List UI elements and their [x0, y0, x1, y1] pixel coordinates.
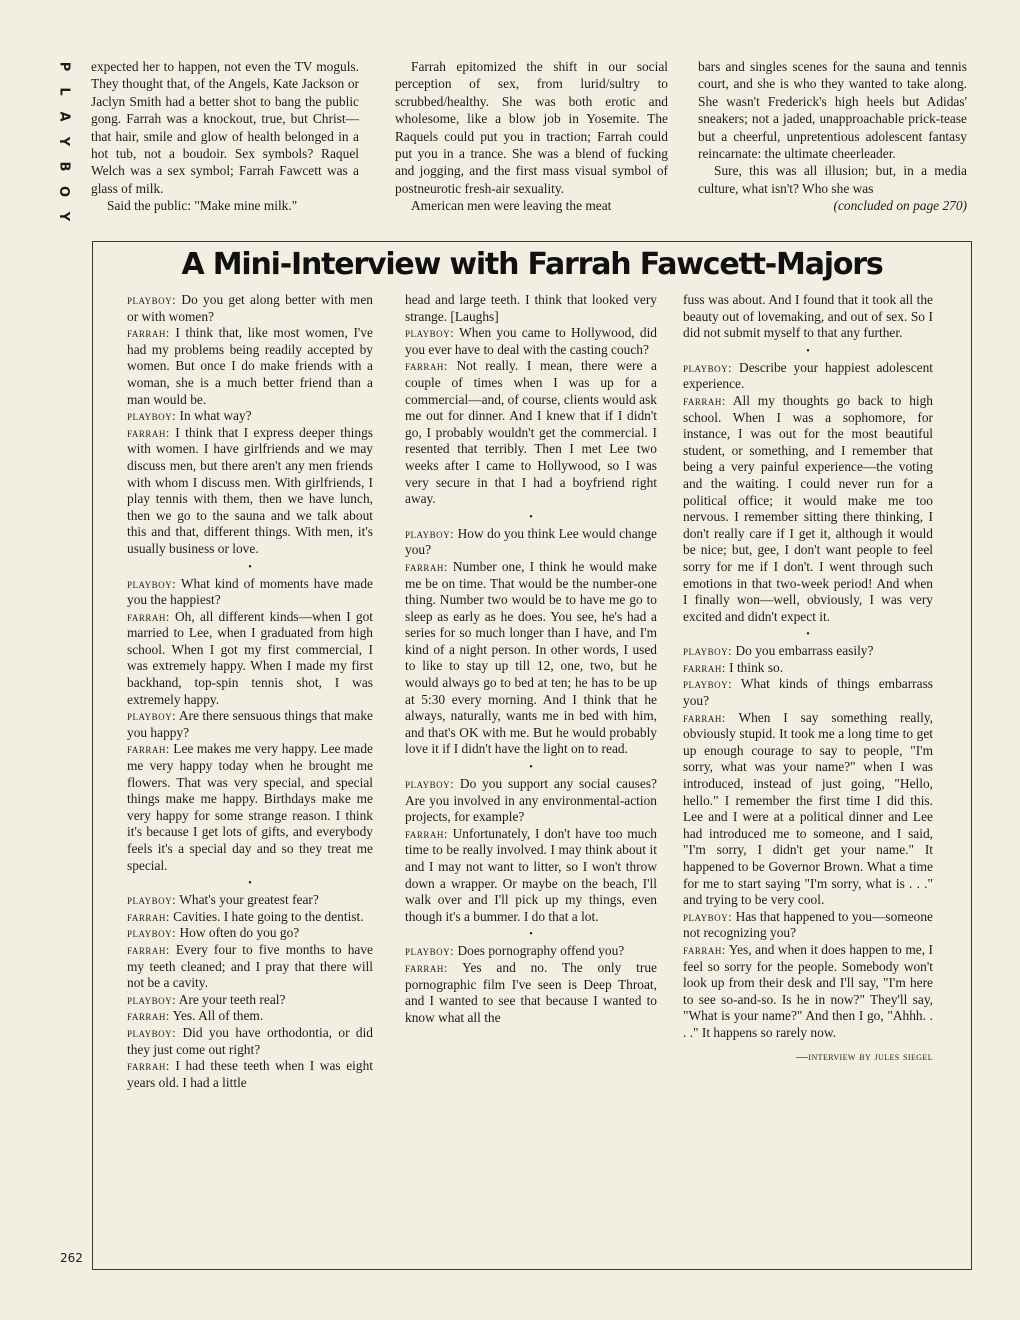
interview-paragraph — [127, 708, 373, 741]
interview-paragraph — [127, 576, 373, 609]
interview-paragraph — [405, 325, 657, 358]
interview-paragraph — [405, 943, 657, 960]
interview-paragraph — [127, 925, 373, 942]
speaker-text: What's your greatest fear? — [179, 892, 319, 908]
section-separator: • — [248, 561, 252, 573]
speaker-text: Lee makes me very happy. Lee made me very happy today when he brought me flowers. That was very special, and special things make me happy. Birthdays make me very happy for some strange reason. I think it's because I get lots of gifts, and everybody feels it's a special day and so they treat me special. — [127, 741, 373, 873]
speaker-label: farrah: — [405, 960, 448, 975]
speaker-text: What kind of moments have made you the happiest? — [127, 575, 374, 608]
speaker-label: farrah: — [683, 660, 726, 675]
speaker-text: Did you have orthodontia, or did they just come out right? — [127, 1024, 373, 1057]
speaker-label: farrah: — [127, 326, 170, 341]
section-separator: • — [529, 511, 533, 523]
speaker-label: playboy: — [405, 326, 455, 341]
interview-paragraph — [683, 660, 933, 677]
interview-paragraph — [683, 643, 933, 660]
speaker-label: farrah: — [127, 742, 170, 757]
speaker-text: Yes, and when it does happen to me, I feel so sorry for the people. Somebody won't look up from their desk and I'll say, "I'm here to see so-and-so. Is he in now?" They'll say, "What is your name?" And then I go, "Ahhh. . . ." It happens so rarely now. — [683, 941, 933, 1040]
interview-paragraph — [683, 710, 933, 909]
paragraph: bars and singles scenes for the sauna and tennis court, and she is who they wanted to take along. She wasn't Frederick's high heels but Adidas' sneakers; not a jaded, unapproachable prick-tease but a cheerful, unpretentious adolescent fantasy reincarnate: the ultimate cheerleader. — [698, 59, 967, 162]
interview-paragraph — [683, 292, 933, 342]
interview-paragraph — [127, 425, 373, 558]
speaker-text: When you came to Hollywood, did you ever have to deal with the casting couch? — [405, 325, 657, 357]
speaker-text: How do you think Lee would change you? — [405, 525, 657, 558]
speaker-text: head and large teeth. I think that looked very strange. [Laughs] — [405, 292, 657, 324]
interview-paragraph — [127, 1025, 373, 1058]
speaker-label: farrah: — [405, 559, 448, 574]
speaker-text: Describe your happiest adolescent experience. — [683, 359, 933, 392]
speaker-label: playboy: — [683, 677, 733, 692]
section-separator: • — [806, 629, 810, 641]
interview-paragraph — [127, 325, 373, 408]
speaker-label: farrah: — [127, 942, 170, 957]
interview-paragraph — [127, 741, 373, 874]
speaker-text: In what way? — [179, 408, 252, 424]
speaker-label: farrah: — [683, 393, 726, 408]
speaker-label: playboy: — [127, 576, 177, 591]
logo-letter: B — [56, 161, 72, 172]
top-article — [91, 58, 967, 258]
interview-column-3 — [683, 292, 933, 1064]
interview-paragraph — [127, 892, 373, 909]
speaker-text: When I say something really, obviously stupid. It took me a long time to get up enough courage to say to people, "I'm sorry, what was your name?" when I was introduced, instead of just going, "Hello, hello." I remember the first time I did this. Lee and I were at a political dinner and Lee had introduced me to someone, and I said, "I'm sorry, I didn't get your name." It happened to be Governor Brown. What a time for me to start saying "I'm sorry, what is . . ." and trying to be very cool. — [683, 709, 933, 908]
interview-paragraph — [683, 393, 933, 625]
speaker-text: Yes and no. The only true pornographic film I've seen is Deep Throat, and I wanted to see that because I wanted to know what all the — [405, 959, 657, 1025]
speaker-text: I think so. — [729, 659, 784, 675]
speaker-text: Unfortunately, I don't have too much time to be really involved. I may think about it and I may not want to litter, so I won't throw down a wrapper. Or maybe on the beach, I'll walk over and I'll pick up my things, even though it's a bummer. I do that a lot. — [405, 825, 657, 924]
interview-paragraph — [127, 909, 373, 926]
speaker-text: Do you support any social causes? Are you involved in any environmental-action projects, for example? — [405, 776, 657, 825]
section-separator: • — [529, 929, 533, 941]
interview-paragraph — [405, 358, 657, 507]
speaker-text: Are your teeth real? — [178, 991, 286, 1007]
interview-column-2 — [405, 292, 657, 1026]
speaker-text: Oh, all different kinds—when I got married to Lee, when I graduated from high school. When I got my first commercial, I was extremely happy. When I made my first backhand, top-spin tennis shot, I was extremely happy. — [127, 608, 373, 707]
interview-paragraph — [405, 559, 657, 758]
speaker-text: I had these teeth when I was eight years old. I had a little — [127, 1058, 373, 1090]
speaker-text: Do you get along better with men or with women? — [127, 292, 373, 324]
speaker-text: How often do you go? — [179, 925, 300, 941]
interview-paragraph — [683, 942, 933, 1042]
speaker-label: playboy: — [405, 777, 455, 792]
continuation-note: (concluded on page 270) — [833, 198, 967, 214]
speaker-text: Yes. All of them. — [172, 1008, 264, 1024]
speaker-label: farrah: — [127, 425, 170, 440]
speaker-label: farrah: — [683, 710, 726, 725]
speaker-label: playboy: — [127, 293, 177, 307]
interview-title: A Mini-Interview with Farrah Fawcett-Majors — [181, 247, 883, 282]
paragraph: Said the public: "Make mine milk." — [107, 198, 298, 214]
speaker-text: All my thoughts go back to high school. When I was a sophomore, for instance, I was out for the most beautiful student, or something, and I remember that being a very painful experience—the voting and the waiting. I could never run for a political office; it would make me too nervous. I remember sitting there thinking, I don't really care if I get it, although it would be nice; but, gee, I don't want people to feel sorry for me if I don't. I went through such emotions in that two-week period! And when I finally won—well, obviously, I was very excited and didn't expect it. — [683, 392, 934, 624]
interview-paragraph — [405, 526, 657, 559]
section-separator: • — [806, 345, 810, 357]
speaker-text: Cavities. I hate going to the dentist. — [173, 908, 364, 924]
speaker-label: playboy: — [405, 944, 455, 959]
interview-paragraph — [127, 609, 373, 709]
interview-paragraph — [405, 960, 657, 1026]
speaker-label: playboy: — [405, 526, 455, 541]
speaker-text: Not really. I mean, there were a couple of times when I was up for a commercial—and, of course, clients would ask me out for dinner. And I knew that if I didn't go, I probably wouldn't get the commercial. I resented that terribly. Then I met Lee two weeks after I came to Hollywood, so I was very secure in that I had a boyfriend right away. — [405, 358, 657, 507]
speaker-label: farrah: — [127, 1059, 170, 1074]
speaker-text: What kinds of things embarrass you? — [683, 676, 933, 709]
speaker-label: farrah: — [127, 1009, 170, 1024]
logo-letter: A — [56, 111, 72, 122]
speaker-label: playboy: — [127, 893, 177, 908]
interview-paragraph — [127, 408, 373, 425]
interview-paragraph — [405, 826, 657, 926]
speaker-text: Do you embarrass easily? — [735, 643, 874, 659]
speaker-text: Every four to five months to have my teeth cleaned; and I pray that there will not be a cavity. — [127, 941, 373, 991]
interview-paragraph — [127, 292, 373, 325]
interview-paragraph — [127, 1058, 373, 1091]
interview-paragraph — [127, 1008, 373, 1025]
speaker-label: playboy: — [127, 409, 177, 424]
speaker-text: I think that, like most women, I've had my problems being readily accepted by women. But once I do make friends with a woman, she is a much better friend than a man would be. — [127, 325, 373, 407]
speaker-label: playboy: — [127, 926, 177, 941]
logo-letter: Y — [56, 136, 72, 147]
speaker-text: fuss was about. And I found that it took all the beauty out of lovemaking, and out of sex. So I did not submit myself to that any further. — [683, 292, 933, 341]
paragraph: expected her to happen, not even the TV moguls. They thought that, of the Angels, Kate Jackson or Jaclyn Smith had a better shot to bang the public gong. Farrah was a knockout, true, but Christ—that hair, smile and glow of health belonged in a hot tub, not a boudoir. Sex symbols? Raquel Welch was a sex symbol; Farrah Fawcett was a glass of milk. — [91, 59, 359, 196]
speaker-label: playboy: — [127, 709, 177, 724]
paragraph: American men were leaving the meat — [411, 198, 612, 214]
interview-paragraph — [405, 292, 657, 325]
speaker-label: playboy: — [127, 992, 177, 1007]
section-separator: • — [529, 762, 533, 774]
speaker-text: I think that I express deeper things with women. I have girlfriends and we may discuss men, but there aren't any men friends with whom I discuss men. With girlfriends, I play tennis with them, then we have lunch, then we go to the sauna and we talk about this and that, different things. With men, it's usually business or love. — [127, 424, 373, 556]
speaker-label: playboy: — [683, 644, 733, 659]
interview-paragraph — [683, 676, 933, 709]
logo-letter: Y — [56, 211, 72, 222]
magazine-logo-vertical — [57, 60, 71, 223]
top-article-column-2 — [395, 58, 668, 215]
paragraph: Farrah epitomized the shift in our social perception of sex, from lurid/sultry to scrubbed/healthy. She was both erotic and wholesome, like a blow job in Yosemite. The Raquels could put you in traction; Farrah could put you in a trance. She was a blend of fucking and jogging, and the first mass visual symbol of postneurotic fresh-air sexuality. — [395, 59, 668, 196]
speaker-label: farrah: — [127, 609, 170, 624]
paragraph: Sure, this was all illusion; but, in a media culture, what isn't? Who she was — [698, 163, 967, 196]
byline: —interview by jules siegel — [796, 1048, 933, 1063]
interview-paragraph — [127, 942, 373, 992]
page-number: 262 — [60, 1251, 83, 1265]
logo-letter: P — [56, 61, 72, 72]
interview-paragraph — [405, 776, 657, 826]
speaker-label: farrah: — [405, 359, 448, 374]
interview-paragraph — [683, 360, 933, 393]
speaker-text: Are there sensuous things that make you happy? — [127, 708, 374, 740]
speaker-label: playboy: — [683, 360, 733, 375]
interview-box — [92, 241, 972, 1270]
speaker-label: farrah: — [127, 909, 170, 924]
section-separator: • — [248, 878, 252, 890]
logo-letter: L — [56, 87, 72, 96]
speaker-label: playboy: — [127, 1025, 177, 1040]
speaker-text: Number one, I think he would make me be on time. That would be the number-one thing. Number two would be to have me go to sleep as early as he does. You see, he's had a series for so much longer than I have, and I'm kind of a night person. In other words, I used to like to stay up till 12, one, two, but he would always go to bed at ten; he has to be up at 5:30 every morning. And I think that he always, naturally, wants me in bed with him, and that's OK with me. But he would probably love it if I didn't have the light on to read. — [405, 558, 657, 757]
interview-paragraph — [683, 909, 933, 942]
speaker-text: Has that happened to you—someone not recognizing you? — [683, 908, 933, 941]
top-article-column-1 — [91, 58, 359, 215]
interview-paragraph — [127, 992, 373, 1009]
speaker-text: Does pornography offend you? — [457, 943, 625, 959]
top-article-column-3 — [698, 58, 967, 215]
interview-column-1 — [127, 292, 373, 1091]
speaker-label: farrah: — [683, 942, 726, 957]
speaker-label: farrah: — [405, 826, 448, 841]
speaker-label: playboy: — [683, 909, 733, 924]
logo-letter: O — [56, 185, 72, 198]
